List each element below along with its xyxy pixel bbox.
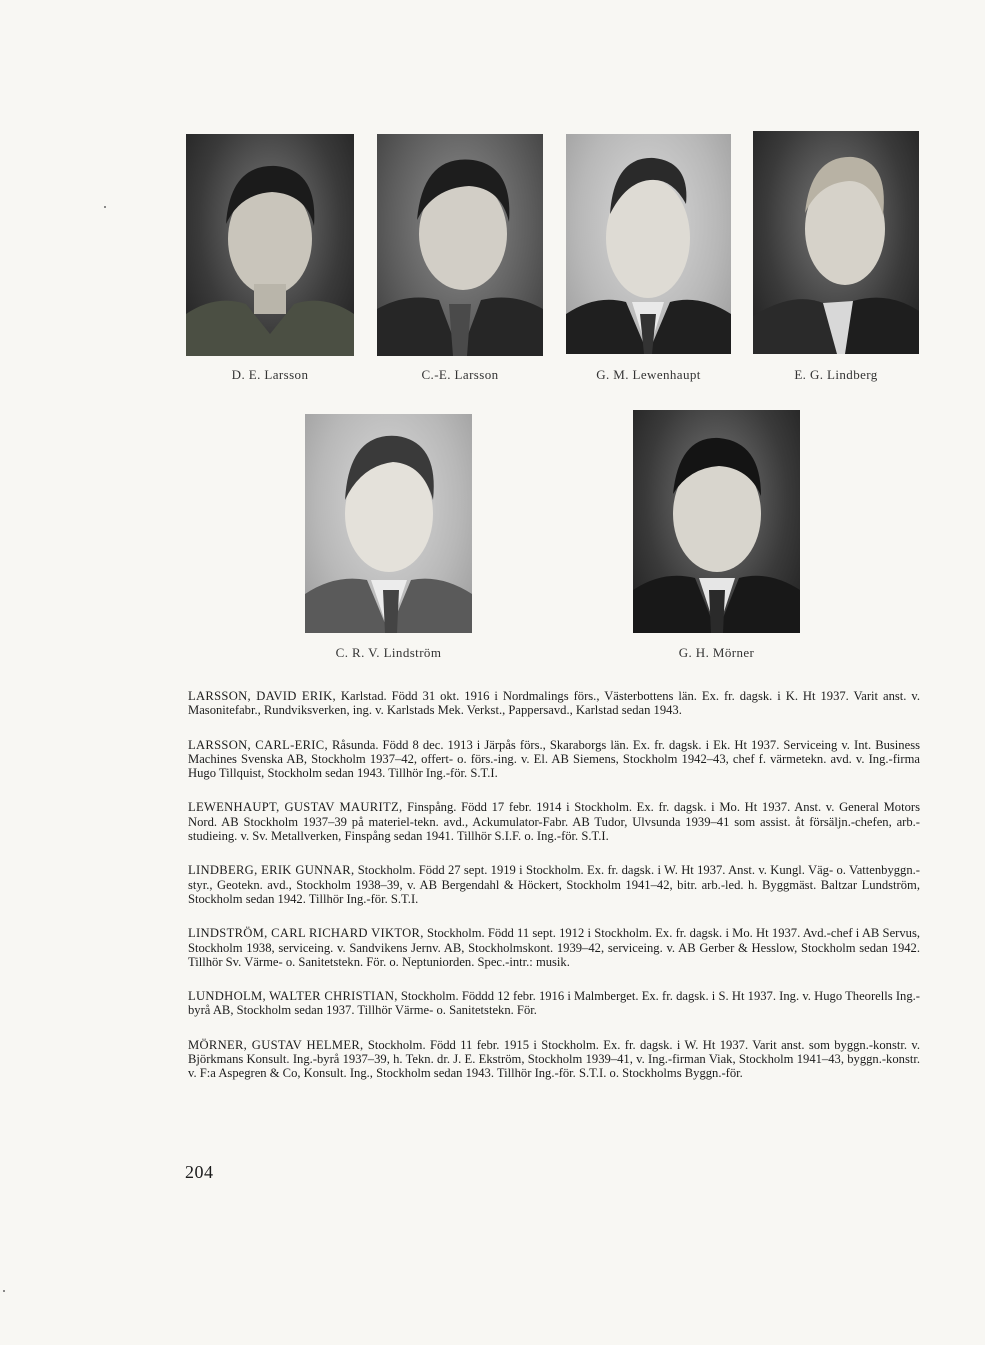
entry-text: Finspång. Född 17 febr. 1914 i Stockholm. Ex. fr. dagsk. i Mo. Ht 1937. Anst. v. General Motors Nord. AB Stockholm 1937–39 på materiel-tekn. avd., Ackumulator-Fabr. AB Tudor, Ulvsunda 1939–41 som assist. åt försäljn.-chefen, arb.-studieing. v. Sv. Metallverken, Finspång sedan 1941. Tillhör S.I.F. o. Ing.-för. S.T.I. <box>188 800 920 844</box>
photo-caption: C. R. V. Lindström <box>335 645 442 660</box>
portrait-photo-g-h-morner <box>633 410 800 633</box>
page-number: 204 <box>185 1162 214 1182</box>
photo-caption: E. G. Lindberg <box>794 367 878 382</box>
entry-text: Stockholm. Född 11 febr. 1915 i Stockholm. Ex. fr. dagsk. i W. Ht 1937. Varit anst. som byggn.-konstr. v. Björkmans Konsult. Ing.-byrå 1937–39, h. Tekn. dr. J. E. Ekström, Stockholm 1939–41, v. Ing.-firman Viak, Stockholm 1941–43, byggn.-konstr. v. F:a Aspegren & Co, Konsult. Ing., Stockholm sedan 1943. Tillhör Ing.-för. S.T.I. o. Stockholms Byggn.-för. <box>188 1037 920 1081</box>
entry-name: LINDBERG, ERIK GUNNAR, <box>188 863 355 878</box>
portrait-photo-c-e-larsson <box>377 134 543 356</box>
biography-entry <box>188 863 920 906</box>
entry-name: LUNDHOLM, WALTER CHRISTIAN, <box>188 989 398 1004</box>
entry-text: Råsunda. Född 8 dec. 1913 i Järpås förs., Skaraborgs län. Ex. fr. dagsk. i Ek. Ht 1937. Serviceing v. Int. Business Machines Svenska AB, Stockholm 1937–42, offert- o. förs.-ing. v. El. AB Siemens, Stockholm 1942–43, chef f. värmetekn. avd. v. Ing.-firma Hugo Tillquist, Stockholm sedan 1943. Tillhör Ing.-för. S.T.I. <box>188 737 920 781</box>
biography-entry <box>188 1038 920 1081</box>
biography-list <box>188 689 920 1101</box>
entry-name: LARSSON, CARL-ERIC, <box>188 737 328 752</box>
paper-speck <box>3 1290 5 1292</box>
entry-name: LARSSON, DAVID ERIK, <box>188 689 336 703</box>
biography-entry <box>188 989 920 1018</box>
portrait-photo-g-m-lewenhaupt <box>566 134 731 354</box>
biography-entry <box>188 926 920 969</box>
portrait-photo-e-g-lindberg <box>753 131 919 354</box>
biography-entry <box>188 738 920 781</box>
entry-name: LINDSTRÖM, CARL RICHARD VIKTOR, <box>188 926 424 941</box>
entry-text: Stockholm. Föddd 12 febr. 1916 i Malmberget. Ex. fr. dagsk. i S. Ht 1937. Ing. v. Hugo Theorells Ing.-byrå AB, Stockholm sedan 1937. Tillhör Värme- o. Sanitetstekn. För. <box>188 989 920 1018</box>
portrait-photo-d-e-larsson <box>186 134 354 356</box>
entry-name: MÖRNER, GUSTAV HELMER, <box>188 1037 364 1052</box>
photo-caption: D. E. Larsson <box>231 367 309 382</box>
paper-speck <box>104 206 106 208</box>
entry-text: Stockholm. Född 27 sept. 1919 i Stockholm. Ex. fr. dagsk. i W. Ht 1937. Anst. v. Kungl. Väg- o. Vattenbyggn.-styr., Geotekn. avd., Stockholm 1938–39, v. AB Bergendahl & Höckert, Stockholm 1941–42, bitr. arb.-led. h. Byggmäst. Baltzar Lundström, Stockholm sedan 1942. Tillhör Ing.-för. S.T.I. <box>188 863 920 906</box>
biography-entry <box>188 800 920 843</box>
photo-caption: G. M. Lewenhaupt <box>596 367 701 382</box>
entry-text: Karlstad. Född 31 okt. 1916 i Nordmalings förs., Västerbottens län. Ex. fr. dagsk. i K. Ht 1937. Varit anst. v. Masonitefabr., Rundviksverken, ing. v. Karlstads Mek. Verkst., Pappersavd., Karlstad sedan 1943. <box>188 689 921 718</box>
biography-entry <box>188 689 920 718</box>
photo-caption: C.-E. Larsson <box>421 367 499 382</box>
photo-caption: G. H. Mörner <box>678 645 755 660</box>
entry-name: LEWENHAUPT, GUSTAV MAURITZ, <box>188 800 403 815</box>
entry-text: Stockholm. Född 11 sept. 1912 i Stockholm. Ex. fr. dagsk. i Mo. Ht 1937. Avd.-chef i AB Servus, Stockholm 1938, serviceing. v. Sandvikens Jernv. AB, Stockholmskont. 1939–42, serviceing. v. AB Gerber & Hesslow, Stockholm sedan 1942. Tillhör Sv. Värme- o. Sanitetstekn. För. o. Neptuniorden. Spec.-intr.: musik. <box>188 926 920 969</box>
portrait-photo-c-r-v-lindstrom <box>305 414 472 633</box>
